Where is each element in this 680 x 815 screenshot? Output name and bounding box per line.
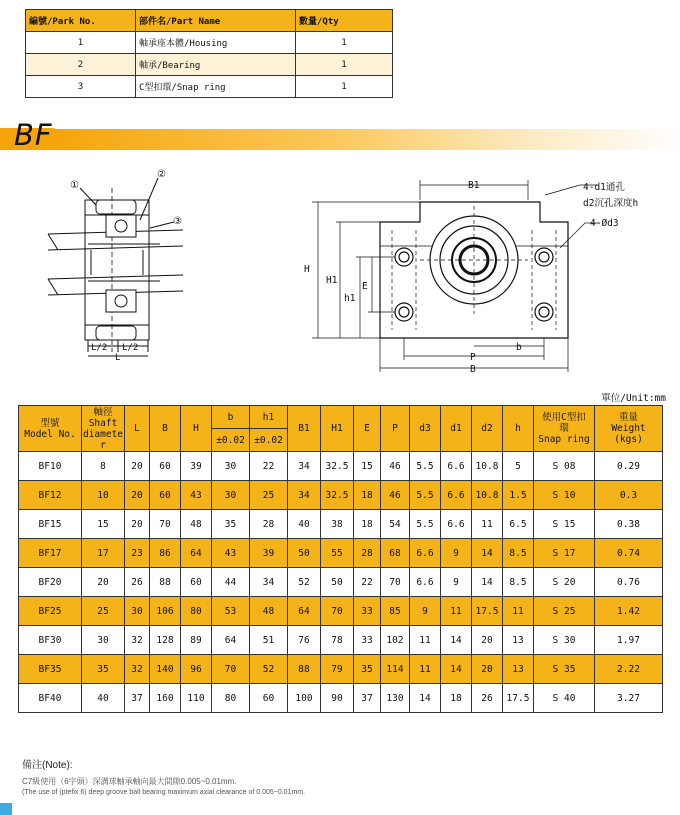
spec-table xyxy=(18,405,663,713)
spec-cell: 52 xyxy=(288,568,321,597)
spec-cell: 5.5 xyxy=(410,510,441,539)
spec-row xyxy=(19,452,663,481)
spec-cell: S 40 xyxy=(534,684,595,713)
spec-cell: 46 xyxy=(381,452,410,481)
spec-cell: 30 xyxy=(82,626,125,655)
spec-cell: 28 xyxy=(250,510,288,539)
front-view-drawing xyxy=(312,180,600,372)
spec-cell: 34 xyxy=(250,568,288,597)
spec-cell: 60 xyxy=(150,481,181,510)
spec-cell: 8.5 xyxy=(503,568,534,597)
spec-row xyxy=(19,684,663,713)
spec-cell: 70 xyxy=(321,597,354,626)
spec-cell: 20 xyxy=(125,481,150,510)
spec-cell: 0.3 xyxy=(595,481,663,510)
spec-cell: 89 xyxy=(181,626,212,655)
spec-cell: 20 xyxy=(125,510,150,539)
spec-cell: S 25 xyxy=(534,597,595,626)
spec-cell: 6.6 xyxy=(410,568,441,597)
spec-cell: 6.6 xyxy=(410,539,441,568)
col-H: H xyxy=(181,406,212,452)
col-E: E xyxy=(354,406,381,452)
spec-cell: 3.27 xyxy=(595,684,663,713)
spec-header-row xyxy=(19,406,663,429)
callout-1: ① xyxy=(70,180,79,191)
note-title: 備注(Note): xyxy=(22,760,73,771)
spec-cell: 8.5 xyxy=(503,539,534,568)
spec-cell: 35 xyxy=(354,655,381,684)
spec-row xyxy=(19,510,663,539)
spec-cell: 14 xyxy=(410,684,441,713)
col-L: L xyxy=(125,406,150,452)
spec-cell: S 15 xyxy=(534,510,595,539)
parts-table xyxy=(25,9,393,98)
parts-row xyxy=(26,76,393,98)
spec-cell: S 35 xyxy=(534,655,595,684)
spec-cell: 30 xyxy=(125,597,150,626)
col-B: B xyxy=(150,406,181,452)
spec-cell: 13 xyxy=(503,626,534,655)
parts-row xyxy=(26,54,393,76)
spec-cell: 15 xyxy=(354,452,381,481)
spec-cell: 48 xyxy=(181,510,212,539)
spec-row xyxy=(19,481,663,510)
spec-cell: 106 xyxy=(150,597,181,626)
spec-cell: 102 xyxy=(381,626,410,655)
spec-cell: 5.5 xyxy=(410,481,441,510)
spec-cell: 14 xyxy=(441,626,472,655)
corner-mark xyxy=(0,803,12,815)
banner-title: BF xyxy=(14,118,53,152)
col-h1-tolerance: ±0.02 xyxy=(250,429,288,452)
spec-cell: 20 xyxy=(125,452,150,481)
spec-cell: 70 xyxy=(212,655,250,684)
section-banner xyxy=(0,116,680,152)
spec-cell: 22 xyxy=(250,452,288,481)
parts-header-no: 編號/Park No. xyxy=(26,10,136,32)
note-line-en: (The use of (ptefix 6) deep groove ball bearing maximum axial clearance of 0.005~0.01mm. xyxy=(22,789,306,796)
spec-cell: 2.22 xyxy=(595,655,663,684)
dim-left-half-1: L/2 xyxy=(91,343,108,353)
spec-cell: 33 xyxy=(354,597,381,626)
col-shaft: 軸徑 Shaft diamete r xyxy=(82,406,124,451)
dim-h1: h1 xyxy=(344,293,356,304)
spec-cell: 54 xyxy=(381,510,410,539)
spec-cell: 6.6 xyxy=(441,452,472,481)
parts-header-name: 部件名/Part Name xyxy=(136,10,296,32)
spec-cell: 140 xyxy=(150,655,181,684)
spec-cell: 17.5 xyxy=(472,597,503,626)
col-model: 型號 Model No. xyxy=(19,406,82,452)
callout-2: ② xyxy=(157,169,166,180)
spec-cell: BF15 xyxy=(19,510,82,539)
spec-cell: 13 xyxy=(503,655,534,684)
spec-cell: 1.5 xyxy=(503,481,534,510)
spec-cell: 5.5 xyxy=(410,452,441,481)
spec-cell: 0.29 xyxy=(595,452,663,481)
spec-cell: 11 xyxy=(503,597,534,626)
note-line-zh: C7級使用（6字頭）深溝球軸承軸向最大間隙0.005~0.01mm. xyxy=(22,777,237,786)
spec-cell: 30 xyxy=(212,452,250,481)
spec-cell: 70 xyxy=(150,510,181,539)
spec-cell: BF17 xyxy=(19,539,82,568)
dim-E: E xyxy=(362,281,368,292)
spec-cell: 18 xyxy=(354,510,381,539)
spec-cell: BF30 xyxy=(19,626,82,655)
parts-header-row xyxy=(26,10,393,32)
dim-H: H xyxy=(304,264,310,275)
section-drawing xyxy=(48,178,183,356)
spec-cell: 14 xyxy=(441,655,472,684)
spec-cell: 128 xyxy=(150,626,181,655)
spec-cell: 52 xyxy=(250,655,288,684)
parts-header-qty: 數量/Qty xyxy=(296,10,393,32)
spec-cell: 50 xyxy=(288,539,321,568)
spec-cell: 60 xyxy=(181,568,212,597)
spec-cell: 17.5 xyxy=(503,684,534,713)
spec-cell: 6.6 xyxy=(441,510,472,539)
parts-name: 軸承/Bearing xyxy=(136,54,296,76)
spec-cell: 43 xyxy=(181,481,212,510)
spec-cell: 18 xyxy=(441,684,472,713)
spec-cell: S 17 xyxy=(534,539,595,568)
spec-cell: S 10 xyxy=(534,481,595,510)
spec-cell: 80 xyxy=(181,597,212,626)
spec-cell: S 30 xyxy=(534,626,595,655)
spec-cell: 64 xyxy=(212,626,250,655)
spec-cell: 70 xyxy=(381,568,410,597)
col-snap-ring: 使用C型扣 環 Snap ring xyxy=(534,406,595,452)
spec-cell: 9 xyxy=(441,539,472,568)
spec-cell: 1.42 xyxy=(595,597,663,626)
col-d3: d3 xyxy=(410,406,441,452)
spec-cell: 26 xyxy=(125,568,150,597)
spec-cell: 18 xyxy=(354,481,381,510)
spec-cell: 88 xyxy=(150,568,181,597)
spec-cell: 114 xyxy=(381,655,410,684)
spec-cell: 14 xyxy=(472,539,503,568)
spec-cell: 88 xyxy=(288,655,321,684)
spec-cell: 76 xyxy=(288,626,321,655)
spec-cell: 1.97 xyxy=(595,626,663,655)
spec-cell: 100 xyxy=(288,684,321,713)
spec-cell: 17 xyxy=(82,539,125,568)
spec-cell: 53 xyxy=(212,597,250,626)
note-through-hole: 4-d1通孔 xyxy=(583,182,625,193)
spec-cell: BF40 xyxy=(19,684,82,713)
parts-qty: 1 xyxy=(296,32,393,54)
spec-cell: 25 xyxy=(82,597,125,626)
parts-no: 3 xyxy=(26,76,136,98)
spec-cell: 39 xyxy=(181,452,212,481)
spec-cell: 30 xyxy=(212,481,250,510)
spec-cell: 10 xyxy=(82,481,125,510)
dim-B: B xyxy=(470,364,476,375)
spec-cell: 10.8 xyxy=(472,452,503,481)
col-b: b xyxy=(212,406,250,429)
spec-cell: S 20 xyxy=(534,568,595,597)
spec-cell: 96 xyxy=(181,655,212,684)
spec-cell: 44 xyxy=(212,568,250,597)
banner-bar xyxy=(50,129,680,150)
col-b-tolerance: ±0.02 xyxy=(212,429,250,452)
callout-3: ③ xyxy=(173,216,182,227)
spec-cell: S 08 xyxy=(534,452,595,481)
spec-row xyxy=(19,626,663,655)
col-h: h xyxy=(503,406,534,452)
spec-cell: 23 xyxy=(125,539,150,568)
spec-cell: 64 xyxy=(181,539,212,568)
spec-cell: 35 xyxy=(212,510,250,539)
spec-cell: 40 xyxy=(82,684,125,713)
spec-cell: 25 xyxy=(250,481,288,510)
parts-qty: 1 xyxy=(296,76,393,98)
spec-cell: 11 xyxy=(410,626,441,655)
spec-cell: 64 xyxy=(288,597,321,626)
parts-no: 2 xyxy=(26,54,136,76)
col-d2: d2 xyxy=(472,406,503,452)
spec-cell: 5 xyxy=(503,452,534,481)
spec-cell: 34 xyxy=(288,452,321,481)
spec-cell: 6.5 xyxy=(503,510,534,539)
spec-cell: 10.8 xyxy=(472,481,503,510)
spec-cell: 0.38 xyxy=(595,510,663,539)
parts-name: 軸承座本體/Housing xyxy=(136,32,296,54)
spec-cell: 48 xyxy=(250,597,288,626)
dim-b: b xyxy=(516,342,522,353)
note-counterbore: d2沉孔深度h xyxy=(583,198,639,209)
spec-cell: BF35 xyxy=(19,655,82,684)
spec-cell: 60 xyxy=(150,452,181,481)
spec-cell: 85 xyxy=(381,597,410,626)
spec-cell: 0.74 xyxy=(595,539,663,568)
spec-cell: 60 xyxy=(250,684,288,713)
note-d3: 4-Ød3 xyxy=(590,218,619,229)
parts-row xyxy=(26,32,393,54)
spec-row xyxy=(19,539,663,568)
col-h1: h1 xyxy=(250,406,288,429)
parts-qty: 1 xyxy=(296,54,393,76)
spec-cell: BF12 xyxy=(19,481,82,510)
spec-cell: 0.76 xyxy=(595,568,663,597)
spec-row xyxy=(19,597,663,626)
spec-cell: 22 xyxy=(354,568,381,597)
dim-left-L: L xyxy=(115,353,121,363)
spec-cell: 50 xyxy=(321,568,354,597)
col-H1: H1 xyxy=(321,406,354,452)
spec-cell: 90 xyxy=(321,684,354,713)
spec-cell: 160 xyxy=(150,684,181,713)
dim-H1: H1 xyxy=(326,275,338,286)
col-P: P xyxy=(381,406,410,452)
technical-drawings xyxy=(0,160,680,385)
note-section xyxy=(22,756,305,796)
spec-row xyxy=(19,655,663,684)
spec-cell: 20 xyxy=(82,568,125,597)
spec-cell: 130 xyxy=(381,684,410,713)
spec-cell: 11 xyxy=(410,655,441,684)
spec-cell: BF25 xyxy=(19,597,82,626)
spec-cell: 11 xyxy=(472,510,503,539)
spec-cell: 6.6 xyxy=(441,481,472,510)
spec-cell: 68 xyxy=(381,539,410,568)
spec-cell: 20 xyxy=(472,626,503,655)
spec-cell: 78 xyxy=(321,626,354,655)
spec-cell: 9 xyxy=(410,597,441,626)
spec-cell: 9 xyxy=(441,568,472,597)
spec-cell: 80 xyxy=(212,684,250,713)
spec-cell: 15 xyxy=(82,510,125,539)
spec-cell: 8 xyxy=(82,452,125,481)
spec-cell: BF10 xyxy=(19,452,82,481)
parts-name: C型扣環/Snap ring xyxy=(136,76,296,98)
spec-cell: 38 xyxy=(321,510,354,539)
spec-cell: 55 xyxy=(321,539,354,568)
spec-cell: 32 xyxy=(125,626,150,655)
dim-left-half-2: L/2 xyxy=(122,343,139,353)
spec-cell: 32 xyxy=(125,655,150,684)
spec-cell: 28 xyxy=(354,539,381,568)
col-weight: 重量 Weight (kgs) xyxy=(595,406,663,452)
spec-cell: 32.5 xyxy=(321,452,354,481)
spec-cell: 33 xyxy=(354,626,381,655)
spec-cell: 37 xyxy=(125,684,150,713)
unit-label: 單位/Unit:mm xyxy=(601,393,666,404)
spec-cell: 26 xyxy=(472,684,503,713)
col-B1: B1 xyxy=(288,406,321,452)
spec-cell: 11 xyxy=(441,597,472,626)
spec-cell: 37 xyxy=(354,684,381,713)
spec-cell: 43 xyxy=(212,539,250,568)
spec-cell: 32.5 xyxy=(321,481,354,510)
spec-cell: 79 xyxy=(321,655,354,684)
spec-cell: 86 xyxy=(150,539,181,568)
spec-cell: 110 xyxy=(181,684,212,713)
col-d1: d1 xyxy=(441,406,472,452)
spec-cell: BF20 xyxy=(19,568,82,597)
spec-cell: 14 xyxy=(472,568,503,597)
dim-P: P xyxy=(470,352,476,363)
spec-cell: 20 xyxy=(472,655,503,684)
spec-cell: 46 xyxy=(381,481,410,510)
spec-cell: 35 xyxy=(82,655,125,684)
spec-cell: 34 xyxy=(288,481,321,510)
spec-cell: 40 xyxy=(288,510,321,539)
spec-cell: 39 xyxy=(250,539,288,568)
spec-cell: 51 xyxy=(250,626,288,655)
spec-row xyxy=(19,568,663,597)
parts-no: 1 xyxy=(26,32,136,54)
dim-B1: B1 xyxy=(468,180,480,191)
